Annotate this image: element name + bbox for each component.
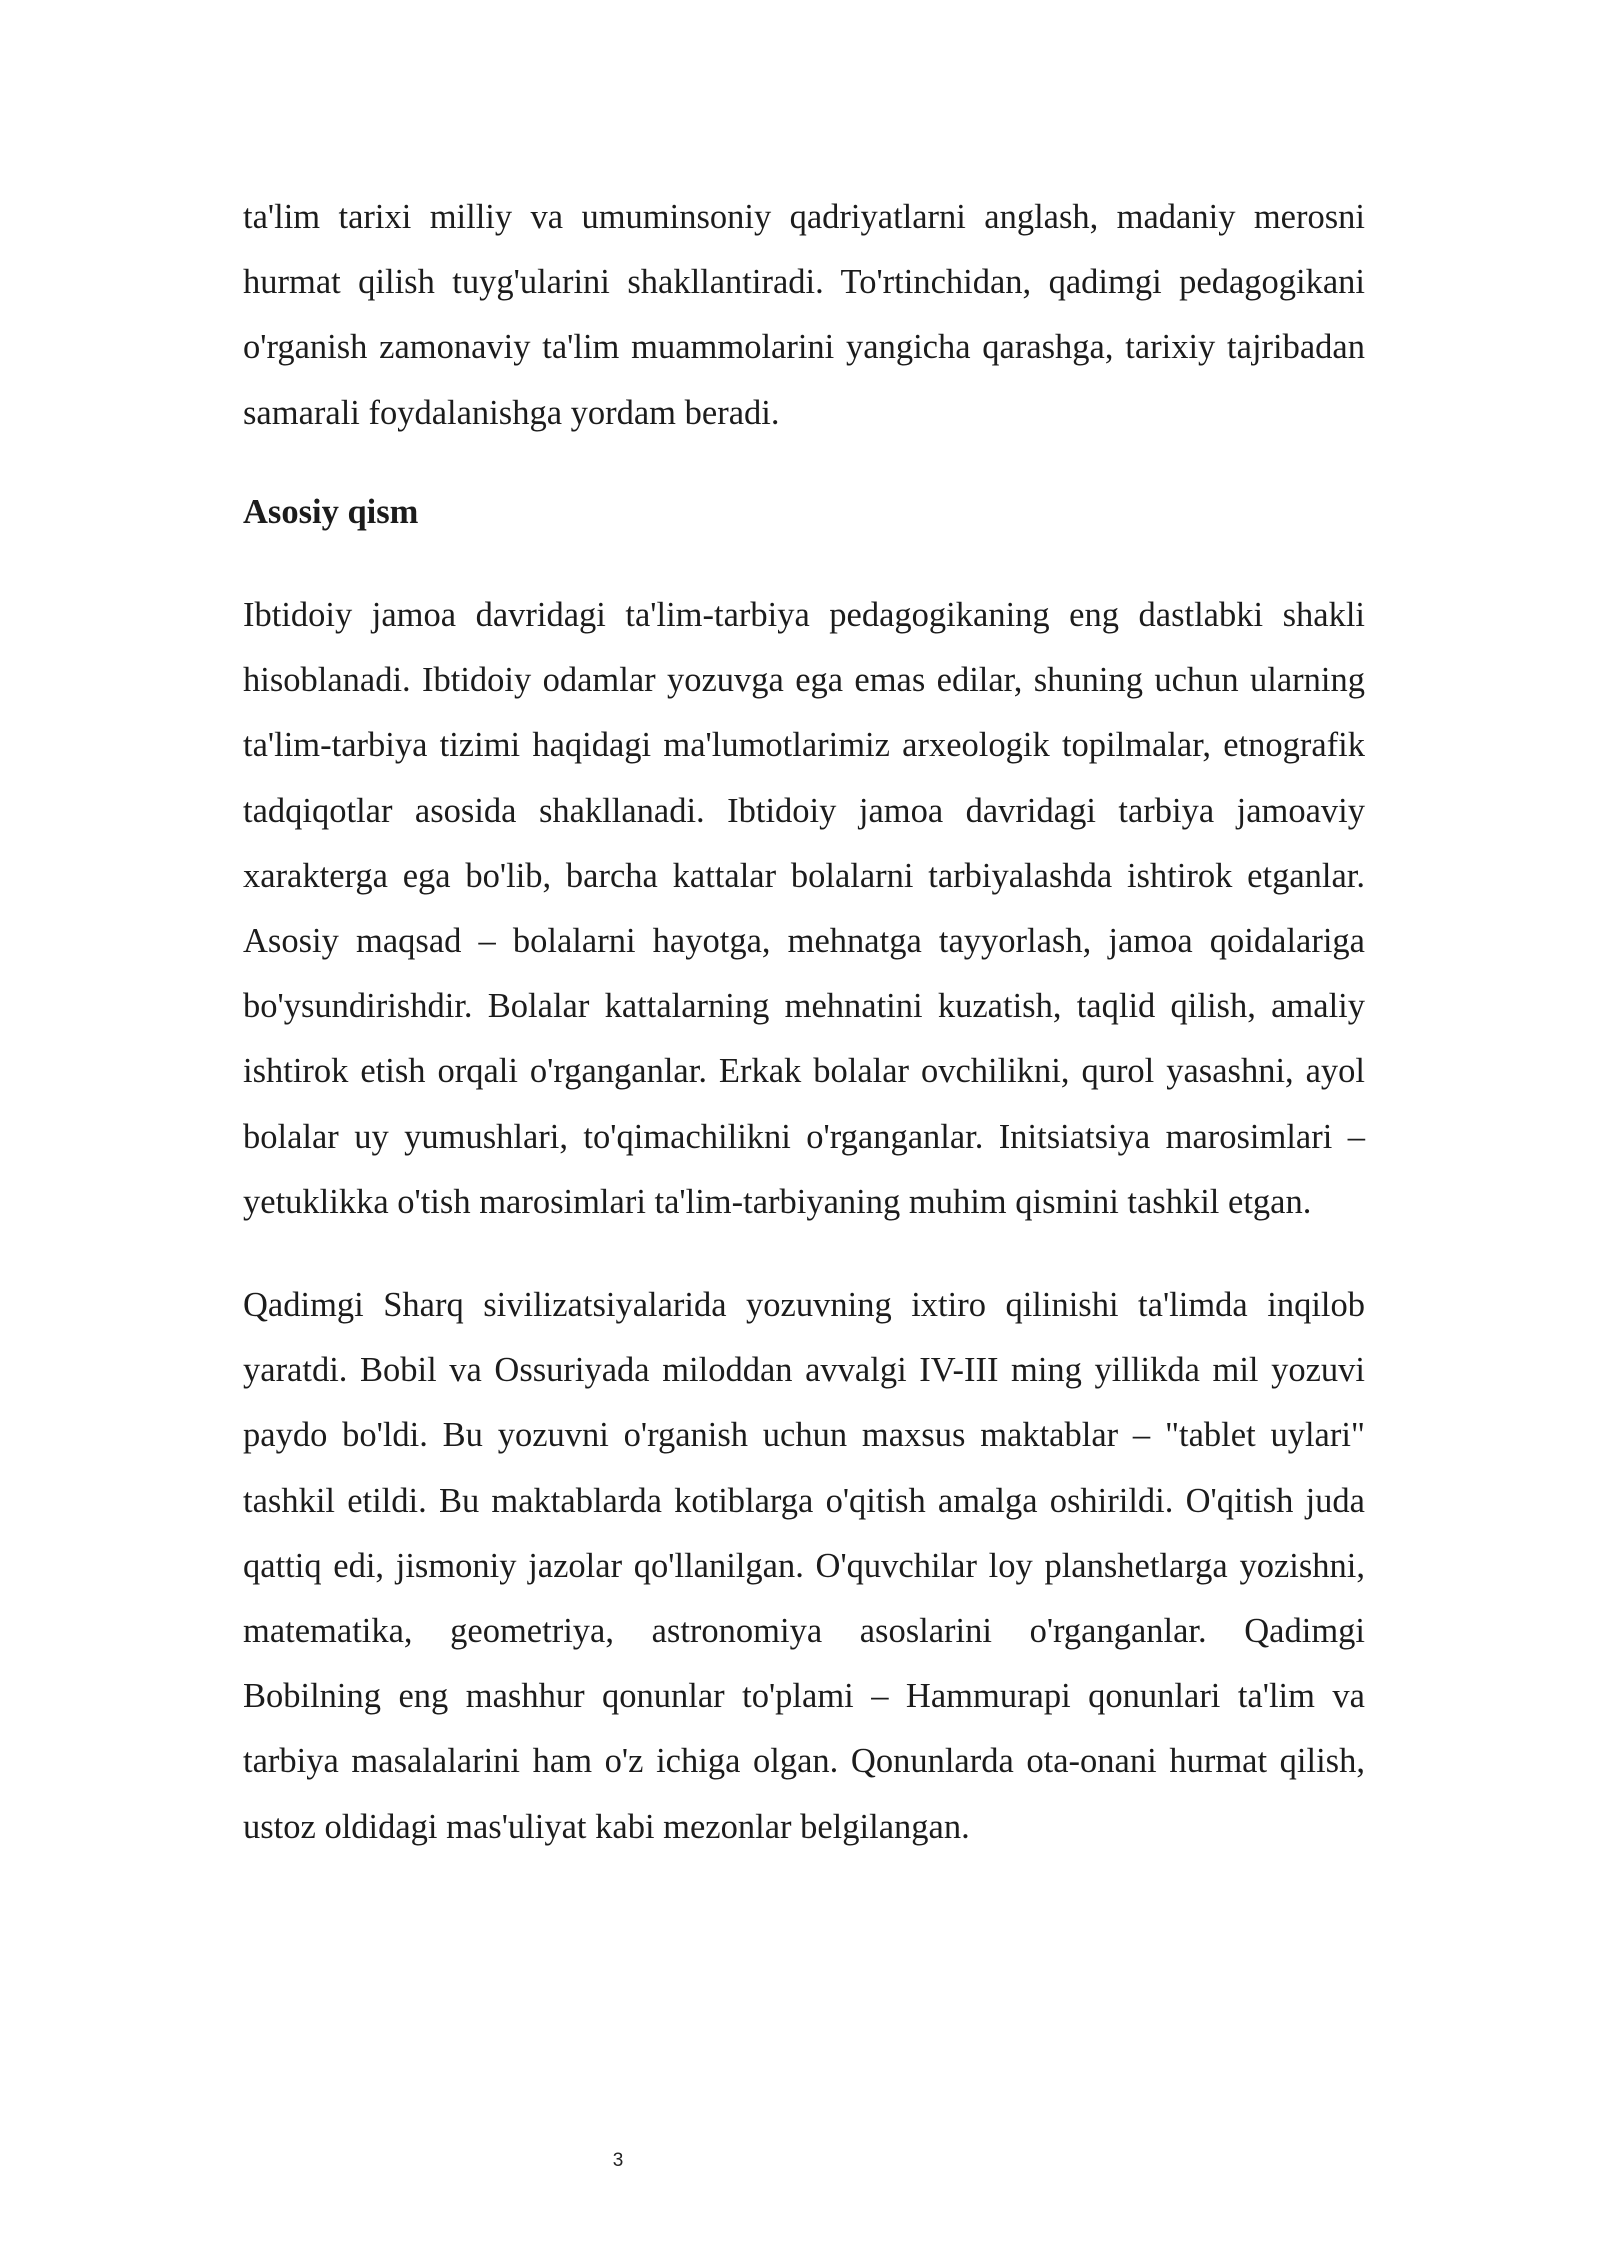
- document-page: [243, 185, 1365, 1860]
- paragraph-primitive-society: Ibtidoiy jamoa davridagi ta'lim-tarbiya pedagogikaning eng dastlabki shakli hisoblanadi. Ibtidoiy odamlar yozuvga ega emas edilar, shuning uchun ularning ta'lim-tarbiya tizimi haqidagi ma'lumotlarimiz arxeologik topilmalar, etnografik tadqiqotlar asosida shakllanadi. Ibtidoiy jamoa davridagi tarbiya jamoaviy xarakterga ega bo'lib, barcha kattalar bolalarni tarbiyalashda ishtirok etganlar. Asosiy maqsad – bolalarni hayotga, mehnatga tayyorlash, jamoa qoidalariga bo'ysundirishdir. Bolalar kattalarning mehnatini kuzatish, taqlid qilish, amaliy ishtirok etish orqali o'rganganlar. Erkak bolalar ovchilikni, qurol yasashni, ayol bolalar uy yumushlari, to'qimachilikni o'rganganlar. Initsiatsiya marosimlari – yetuklikka o'tish marosimlari ta'lim-tarbiyaning muhim qismini tashkil etgan.: [243, 596, 1365, 1221]
- paragraph-ancient-east: Qadimgi Sharq sivilizatsiyalarida yozuvning ixtiro qilinishi ta'limda inqilob yaratdi. Bobil va Ossuriyada miloddan avvalgi IV-III ming yillikda mil yozuvi paydo bo'ldi. Bu yozuvni o'rganish uchun maxsus maktablar – "tablet uylari" tashkil etildi. Bu maktablarda kotiblarga o'qitish amalga oshirildi. O'qitish juda qattiq edi, jismoniy jazolar qo'llanilgan. O'quvchilar loy planshetlarga yozishni, matematika, geometriya, astronomiya asoslarini o'rganganlar. Qadimgi Bobilning eng mashhur qonunlar to'plami – Hammurapi qonunlari ta'lim va tarbiya masalalarini ham o'z ichiga olgan. Qonunlarda ota-onani hurmat qilish, ustoz oldidagi mas'uliyat kabi mezonlar belgilangan.: [243, 1286, 1365, 1846]
- section-heading: Asosiy qism: [243, 492, 419, 531]
- page-number: 3: [612, 2150, 624, 2171]
- paragraph-intro-tail: ta'lim tarixi milliy va umuminsoniy qadriyatlarni anglash, madaniy merosni hurmat qilish tuyg'ularini shakllantiradi. To'rtinchidan, qadimgi pedagogikani o'rganish zamonaviy ta'lim muammolarini yangicha qarashga, tarixiy tajribadan samarali foydalanishga yordam beradi.: [243, 198, 1365, 432]
